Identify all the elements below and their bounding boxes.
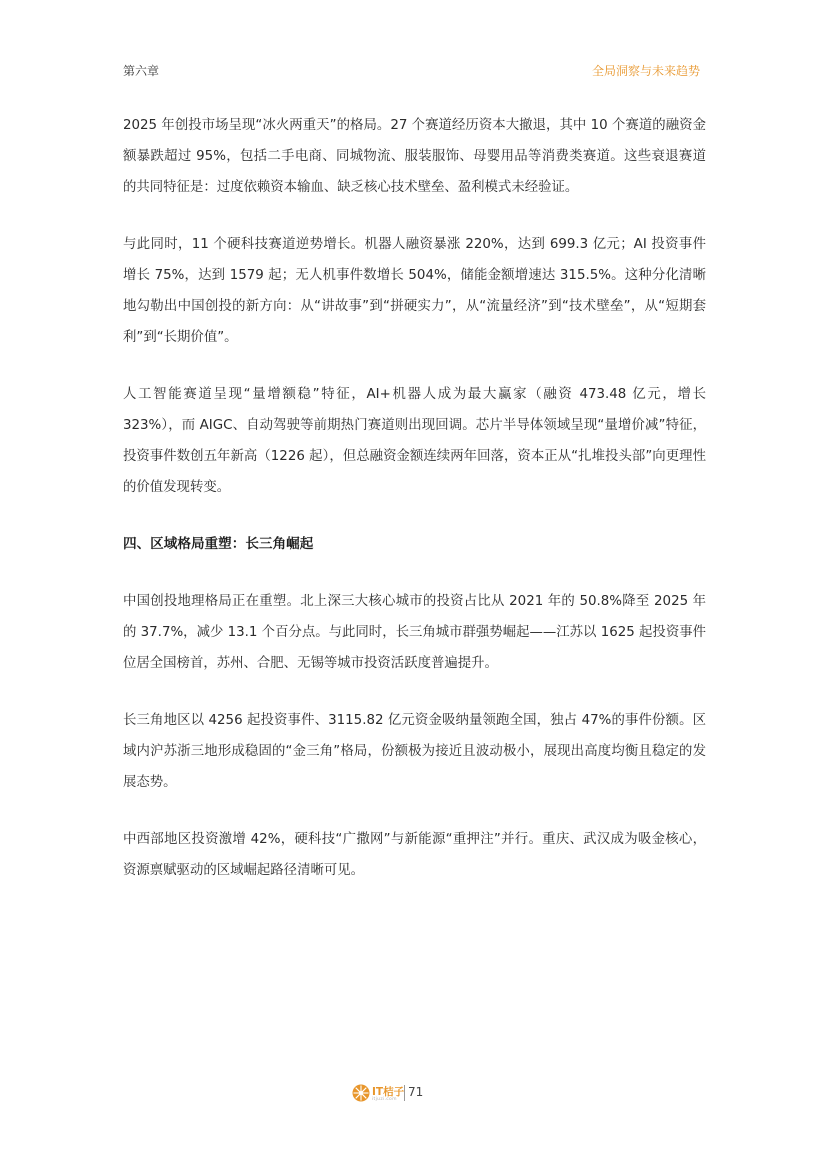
chapter-label: 第六章 [123,64,160,78]
page-content [123,110,706,912]
section-title: 全局洞察与未来趋势 [591,64,700,78]
footer-divider [404,1085,405,1101]
section-heading: 四、区域格局重塑：长三角崛起 [123,536,314,552]
paragraph-yangtze-delta: 长三角地区以 4256 起投资事件、3115.82 亿元资金吸纳量领跑全国，独占 47%的事件份额。区域内沪苏浙三地形成稳固的“金三角”格局，份额极为接近且波动极小，展现出高度均衡且稳定的发展态势。 [123,713,706,790]
paragraph-hardtech-growth: 与此同时，11 个硬科技赛道逆势增长。机器人融资暴涨 220%，达到 699.3 亿元；AI 投资事件增长 75%，达到 1579 起；无人机事件数增长 504%，储能金额增速达 315.5%。这种分化清晰地勾勒出中国创投的新方向：从“讲故事”到“拼硬实力”，从“流量经济”到“技术壁垒”，从“短期套利”到“长期价值”。 [123,237,706,345]
brand-url: itjuzi.com [372,1097,397,1102]
paragraph-geography: 中国创投地理格局正在重塑。北上深三大核心城市的投资占比从 2021 年的 50.8%降至 2025 年的 37.7%，减少 13.1 个百分点。与此同时，长三角城市群强势崛起——江苏以 1625 起投资事件位居全国榜首，苏州、合肥、无锡等城市投资活跃度普遍提升。 [123,594,706,671]
brand-name: IT桔子 [372,1086,405,1098]
page-header [123,62,700,82]
paragraph-central-west: 中西部地区投资激增 42%，硬科技“广撒网”与新能源“重押注”并行。重庆、武汉成为吸金核心，资源禀赋驱动的区域崛起路径清晰可见。 [123,832,706,878]
page-number: 71 [408,1085,424,1099]
itjuzi-orange-logo-icon [352,1084,370,1102]
page-footer [0,1081,827,1107]
paragraph-ai-sector: 人工智能赛道呈现“量增额稳”特征，AI+机器人成为最大赢家（融资 473.48 亿元，增长 323%），而 AIGC、自动驾驶等前期热门赛道则出现回调。芯片半导体领域呈现“量增价减”特征，投资事件数创五年新高（1226 起），但总融资金额连续两年回落，资本正从“扎堆投头部”向更理性的价值发现转变。 [123,387,706,495]
paragraph-market-overview: 2025 年创投市场呈现“冰火两重天”的格局。27 个赛道经历资本大撤退，其中 10 个赛道的融资金额暴跌超过 95%，包括二手电商、同城物流、服装服饰、母婴用品等消费类赛道。这些衰退赛道的共同特征是：过度依赖资本输血、缺乏核心技术壁垒、盈利模式未经验证。 [123,118,706,195]
